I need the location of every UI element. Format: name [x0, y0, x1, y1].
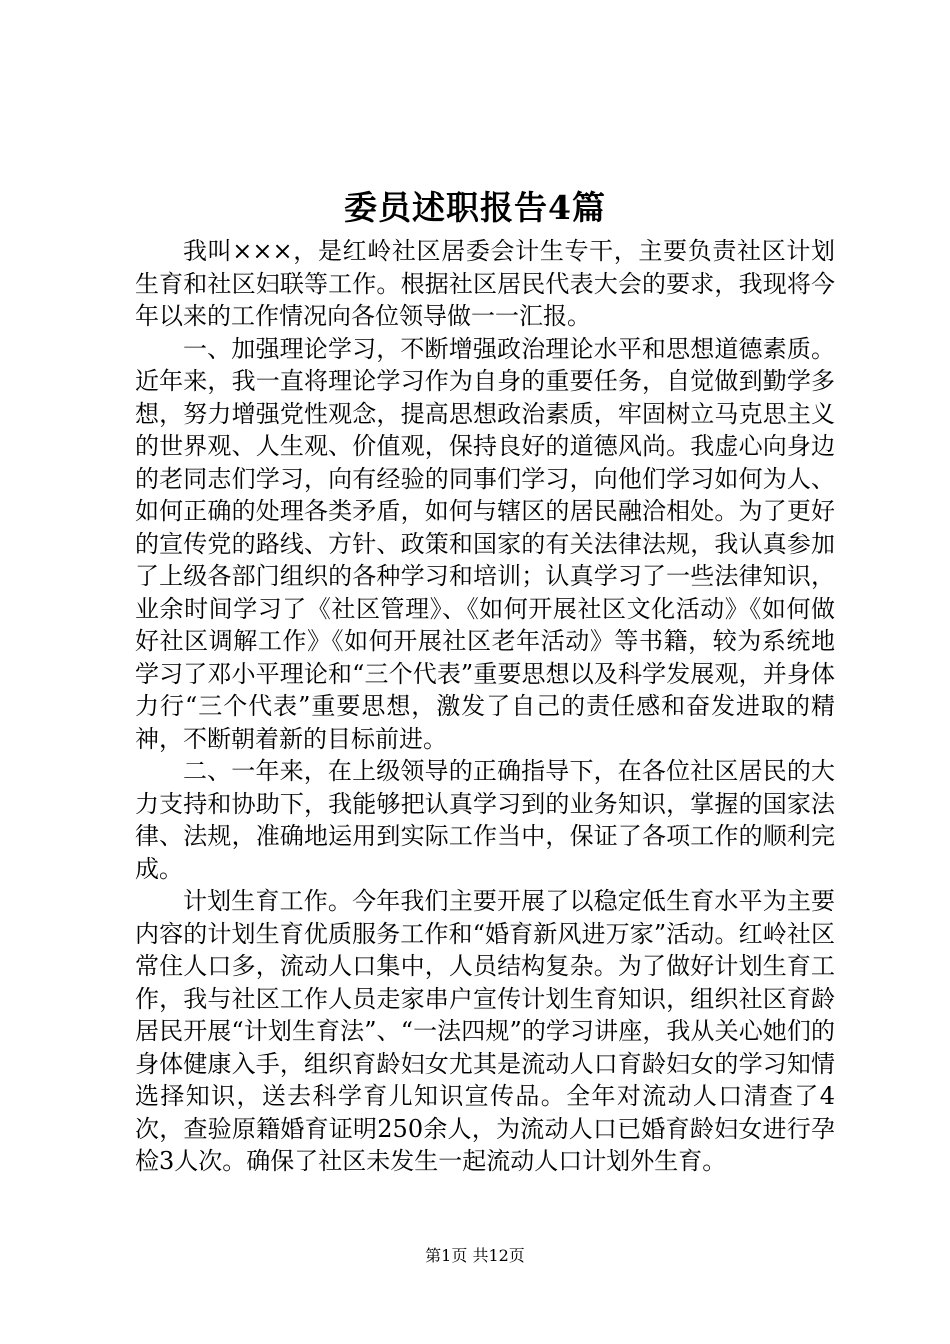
- paragraph-year-summary: 二、一年来，在上级领导的正确指导下，在各位社区居民的大力支持和协助下，我能够把认真学习到的业务知识，掌握的国家法律、法规，准确地运用到实际工作当中，保证了各项工作的顺利完成。: [135, 757, 835, 883]
- paragraph-theory-study: 一、加强理论学习，不断增强政治理论水平和思想道德素质。近年来，我一直将理论学习作为自身的重要任务，自觉做到勤学多想，努力增强党性观念，提高思想政治素质，牢固树立马克思主义的世界观、人生观、价值观，保持良好的道德风尚。我虚心向身边的老同志们学习，向有经验的同事们学习，向他们学习如何为人、如何正确的处理各类矛盾，如何与辖区的居民融洽相处。为了更好的宣传党的路线、方针、政策和国家的有关法律法规，我认真参加了上级各部门组织的各种学习和培训；认真学习了一些法律知识，业余时间学习了《社区管理》、《如何开展社区文化活动》《如何做好社区调解工作》《如何开展社区老年活动》等书籍，较为系统地学习了邓小平理论和“三个代表”重要思想以及科学发展观，并身体力行“三个代表”重要思想，激发了自己的责任感和奋发进取的精神，不断朝着新的目标前进。: [135, 334, 835, 753]
- paragraph-intro: 我叫×××，是红岭社区居委会计生专干，主要负责社区计划生育和社区妇联等工作。根据社区居民代表大会的要求，我现将今年以来的工作情况向各位领导做一一汇报。: [135, 237, 835, 330]
- document-body: [135, 235, 835, 1178]
- document-title: 委员述职报告4篇: [344, 188, 606, 227]
- page-footer: 第1页 共12页: [425, 1246, 525, 1265]
- paragraph-family-planning: 计划生育工作。今年我们主要开展了以稳定低生育水平为主要内容的计划生育优质服务工作和“婚育新风进万家”活动。红岭社区常住人口多，流动人口集中，人员结构复杂。为了做好计划生育工作，我与社区工作人员走家串户宣传计划生育知识，组织社区育龄居民开展“计划生育法”、“一法四规”的学习讲座，我从关心她们的身体健康入手，组织育龄妇女尤其是流动人口育龄妇女的学习知情选择知识，送去科学育儿知识宣传品。全年对流动人口清查了4次，查验原籍婚育证明250余人，为流动人口已婚育龄妇女进行孕检3人次。确保了社区未发生一起流动人口计划外生育。: [135, 887, 835, 1175]
